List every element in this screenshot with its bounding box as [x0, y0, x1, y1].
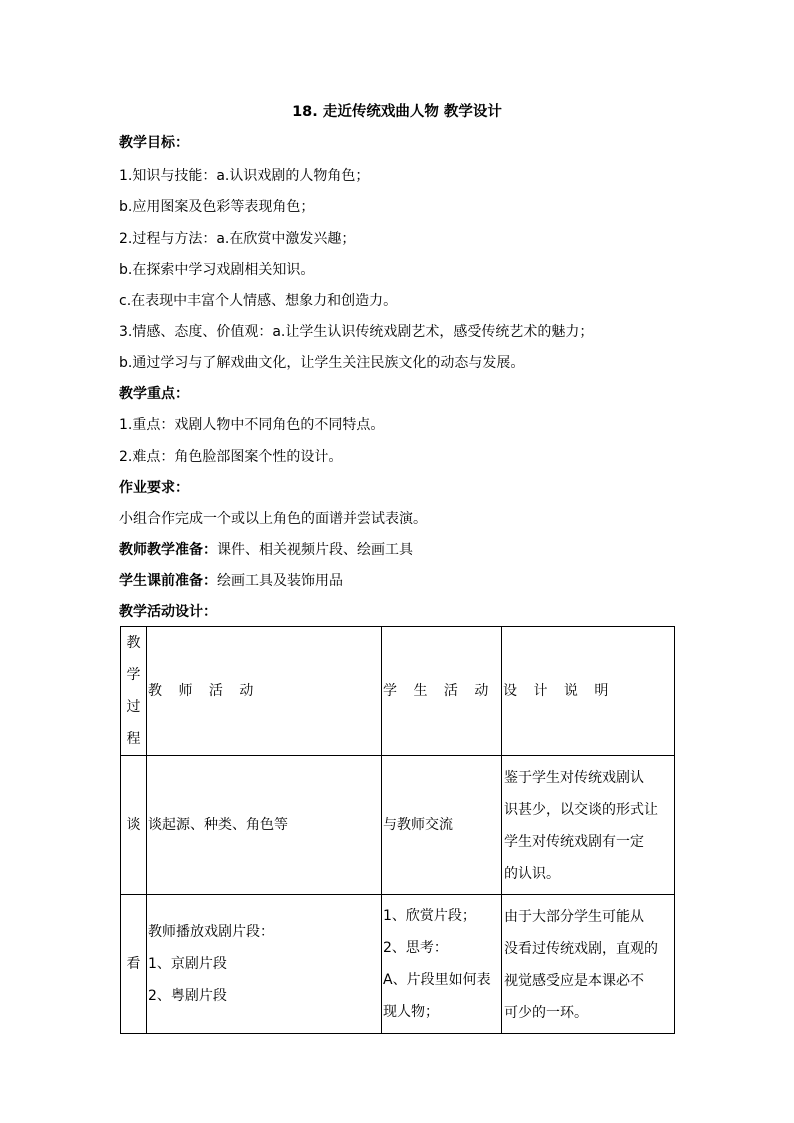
objective-item: b.通过学习与了解戏曲文化，让学生关注民族文化的动态与发展。	[119, 355, 525, 371]
objective-item: 2.过程与方法：a.在欣赏中激发兴趣；	[119, 231, 356, 247]
table-row	[121, 895, 675, 1034]
activity-design-heading: 教学活动设计：	[119, 604, 217, 620]
teacher-prep-label: 教师教学准备：	[119, 542, 217, 558]
stage-cell: 谈	[121, 756, 147, 895]
teacher-activity-cell: 教师播放戏剧片段： 1、京剧片段 2、粤剧片段	[147, 895, 382, 1034]
teacher-prep-text: 课件、相关视频片段、绘画工具	[217, 542, 413, 558]
objective-item: c.在表现中丰富个人情感、想象力和创造力。	[119, 293, 398, 309]
objective-item: b.在探索中学习戏剧相关知识。	[119, 262, 315, 278]
objective-item: 3.情感、态度、价值观：a.让学生认识传统戏剧艺术，感受传统艺术的魅力；	[119, 324, 594, 340]
document-title: 18. 走近传统戏曲人物 教学设计	[292, 104, 502, 120]
student-prep	[119, 570, 343, 590]
activity-table	[120, 626, 675, 1034]
homework-heading: 作业要求：	[119, 480, 189, 496]
objective-item: 1.知识与技能：a.认识戏剧的人物角色；	[119, 168, 370, 184]
key-point-item: 1.重点：戏剧人物中不同角色的不同特点。	[119, 417, 385, 433]
design-notes-cell: 鉴于学生对传统戏剧认 识甚少，以交谈的形式让 学生对传统戏剧有一定 的认识。	[502, 756, 675, 895]
objectives-heading: 教学目标：	[119, 135, 189, 151]
student-prep-text: 绘画工具及装饰用品	[217, 573, 343, 589]
student-prep-label: 学生课前准备：	[119, 573, 217, 589]
table-header-row	[121, 627, 675, 756]
table-row	[121, 756, 675, 895]
header-process: 教 学 过 程	[121, 627, 147, 756]
student-activity-cell: 与教师交流	[382, 756, 502, 895]
header-design-notes: 设 计 说 明	[502, 627, 675, 756]
teacher-activity-cell: 谈起源、种类、角色等	[147, 756, 382, 895]
stage-cell: 看	[121, 895, 147, 1034]
homework-text: 小组合作完成一个或以上角色的面谱并尝试表演。	[119, 511, 427, 527]
header-student-activity: 学 生 活 动	[382, 627, 502, 756]
key-points-heading: 教学重点：	[119, 386, 189, 402]
objective-item: b.应用图案及色彩等表现角色；	[119, 199, 315, 215]
key-point-item: 2.难点：角色脸部图案个性的设计。	[119, 449, 343, 465]
teacher-prep	[119, 539, 413, 559]
student-activity-cell: 1、欣赏片段； 2、思考： A、片段里如何表 现人物；	[382, 895, 502, 1034]
header-teacher-activity: 教 师 活 动	[147, 627, 382, 756]
design-notes-cell: 由于大部分学生可能从 没看过传统戏剧，直观的 视觉感受应是本课必不 可少的一环。	[502, 895, 675, 1034]
